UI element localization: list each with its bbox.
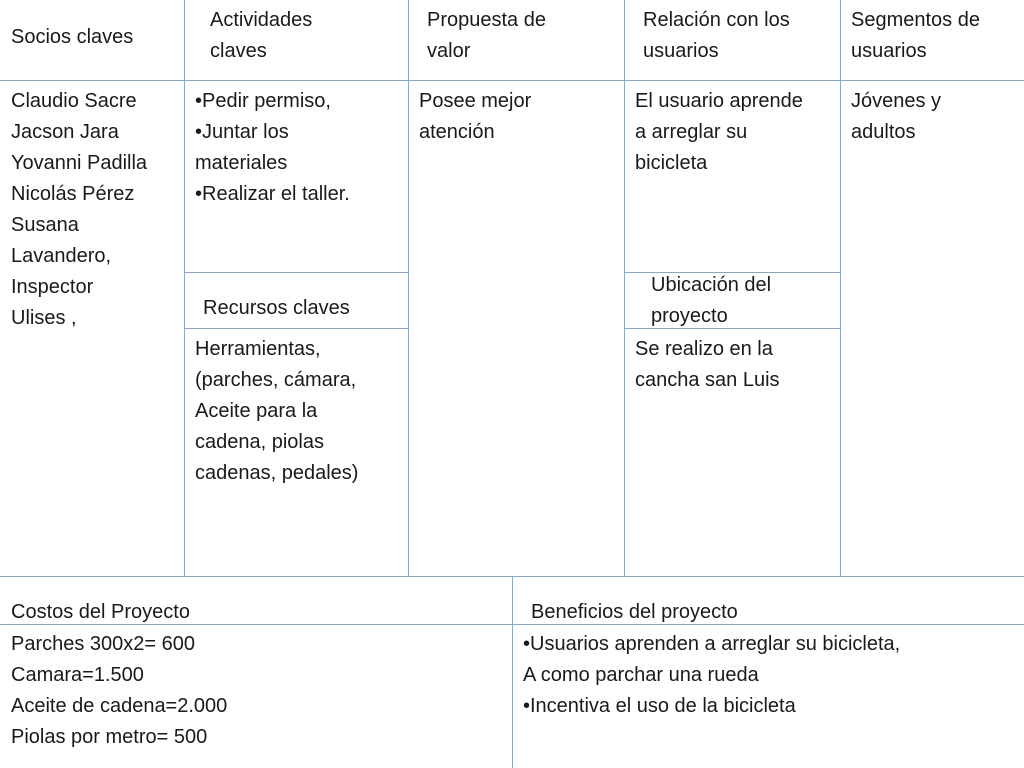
costos-proyecto-list [11,629,227,753]
list-item: Yovanni Padilla [11,152,148,174]
header-line: Ubicación del [651,274,772,296]
text-line: cadena, piolas [195,431,324,453]
list-item: Camara=1.500 [11,664,144,686]
list-item: Inspector [11,276,94,298]
list-item: Piolas por metro= 500 [11,726,208,748]
header-line: Segmentos de [851,9,980,31]
text-line: Se realizo en la [635,338,773,360]
list-item: •Juntar los [195,121,289,143]
header-propuesta-de-valor [427,5,546,67]
header-line: claves [210,40,267,62]
header-actividades-claves [210,5,312,67]
header-segmentos-de-usuarios [851,5,980,67]
grid-line [0,576,1024,577]
recursos-claves-text [195,334,358,489]
propuesta-de-valor-text [419,86,531,148]
text-line: Herramientas, [195,338,321,360]
header-socios-claves: Socios claves [11,26,134,48]
grid-line [408,0,409,576]
beneficios-proyecto-list [523,629,900,722]
list-item: Aceite de cadena=2.000 [11,695,228,717]
ubicacion-proyecto-text [635,334,780,396]
header-line: usuarios [643,40,719,62]
list-item: •Pedir permiso, [195,90,331,112]
header-line: Actividades [210,9,313,31]
segmentos-usuarios-text [851,86,941,148]
socios-claves-list [11,86,147,334]
header-relacion-con-usuarios [643,5,790,67]
list-item: •Incentiva el uso de la bicicleta [523,695,796,717]
text-line: atención [419,121,495,143]
text-line: (parches, cámara, [195,369,357,391]
actividades-claves-list [195,86,350,210]
text-line: Jóvenes y [851,90,942,112]
header-line: proyecto [651,305,728,327]
text-line: cadenas, pedales) [195,462,359,484]
header-line: Relación con los [643,9,790,31]
relacion-usuarios-text [635,86,803,179]
list-item: Parches 300x2= 600 [11,633,196,655]
list-item: •Usuarios aprenden a arreglar su bicicleta, [523,633,901,655]
list-item: Jacson Jara [11,121,119,143]
text-line: bicicleta [635,152,708,174]
grid-line [184,328,408,329]
header-ubicacion-del-proyecto [651,270,771,332]
header-beneficios-del-proyecto: Beneficios del proyecto [531,601,738,623]
grid-line [624,0,625,576]
list-item: Lavandero, [11,245,112,267]
header-costos-del-proyecto: Costos del Proyecto [11,601,190,623]
grid-line [184,0,185,576]
list-item: •Realizar el taller. [195,183,350,205]
list-item: Ulises , [11,307,77,329]
text-line: Posee mejor [419,90,532,112]
grid-line [840,0,841,576]
header-recursos-claves: Recursos claves [203,297,350,319]
list-item: Susana [11,214,79,236]
text-line: cancha san Luis [635,369,780,391]
list-item: A como parchar una rueda [523,664,759,686]
text-line: El usuario aprende [635,90,803,112]
text-line: Aceite para la [195,400,318,422]
list-item: Claudio Sacre [11,90,137,112]
grid-line [0,80,1024,81]
text-line: adultos [851,121,916,143]
list-item: Nicolás Pérez [11,183,135,205]
text-line: a arreglar su [635,121,748,143]
header-line: Propuesta de [427,9,546,31]
header-line: usuarios [851,40,927,62]
list-item: materiales [195,152,288,174]
grid-line [512,576,513,768]
grid-line [184,272,408,273]
header-line: valor [427,40,471,62]
